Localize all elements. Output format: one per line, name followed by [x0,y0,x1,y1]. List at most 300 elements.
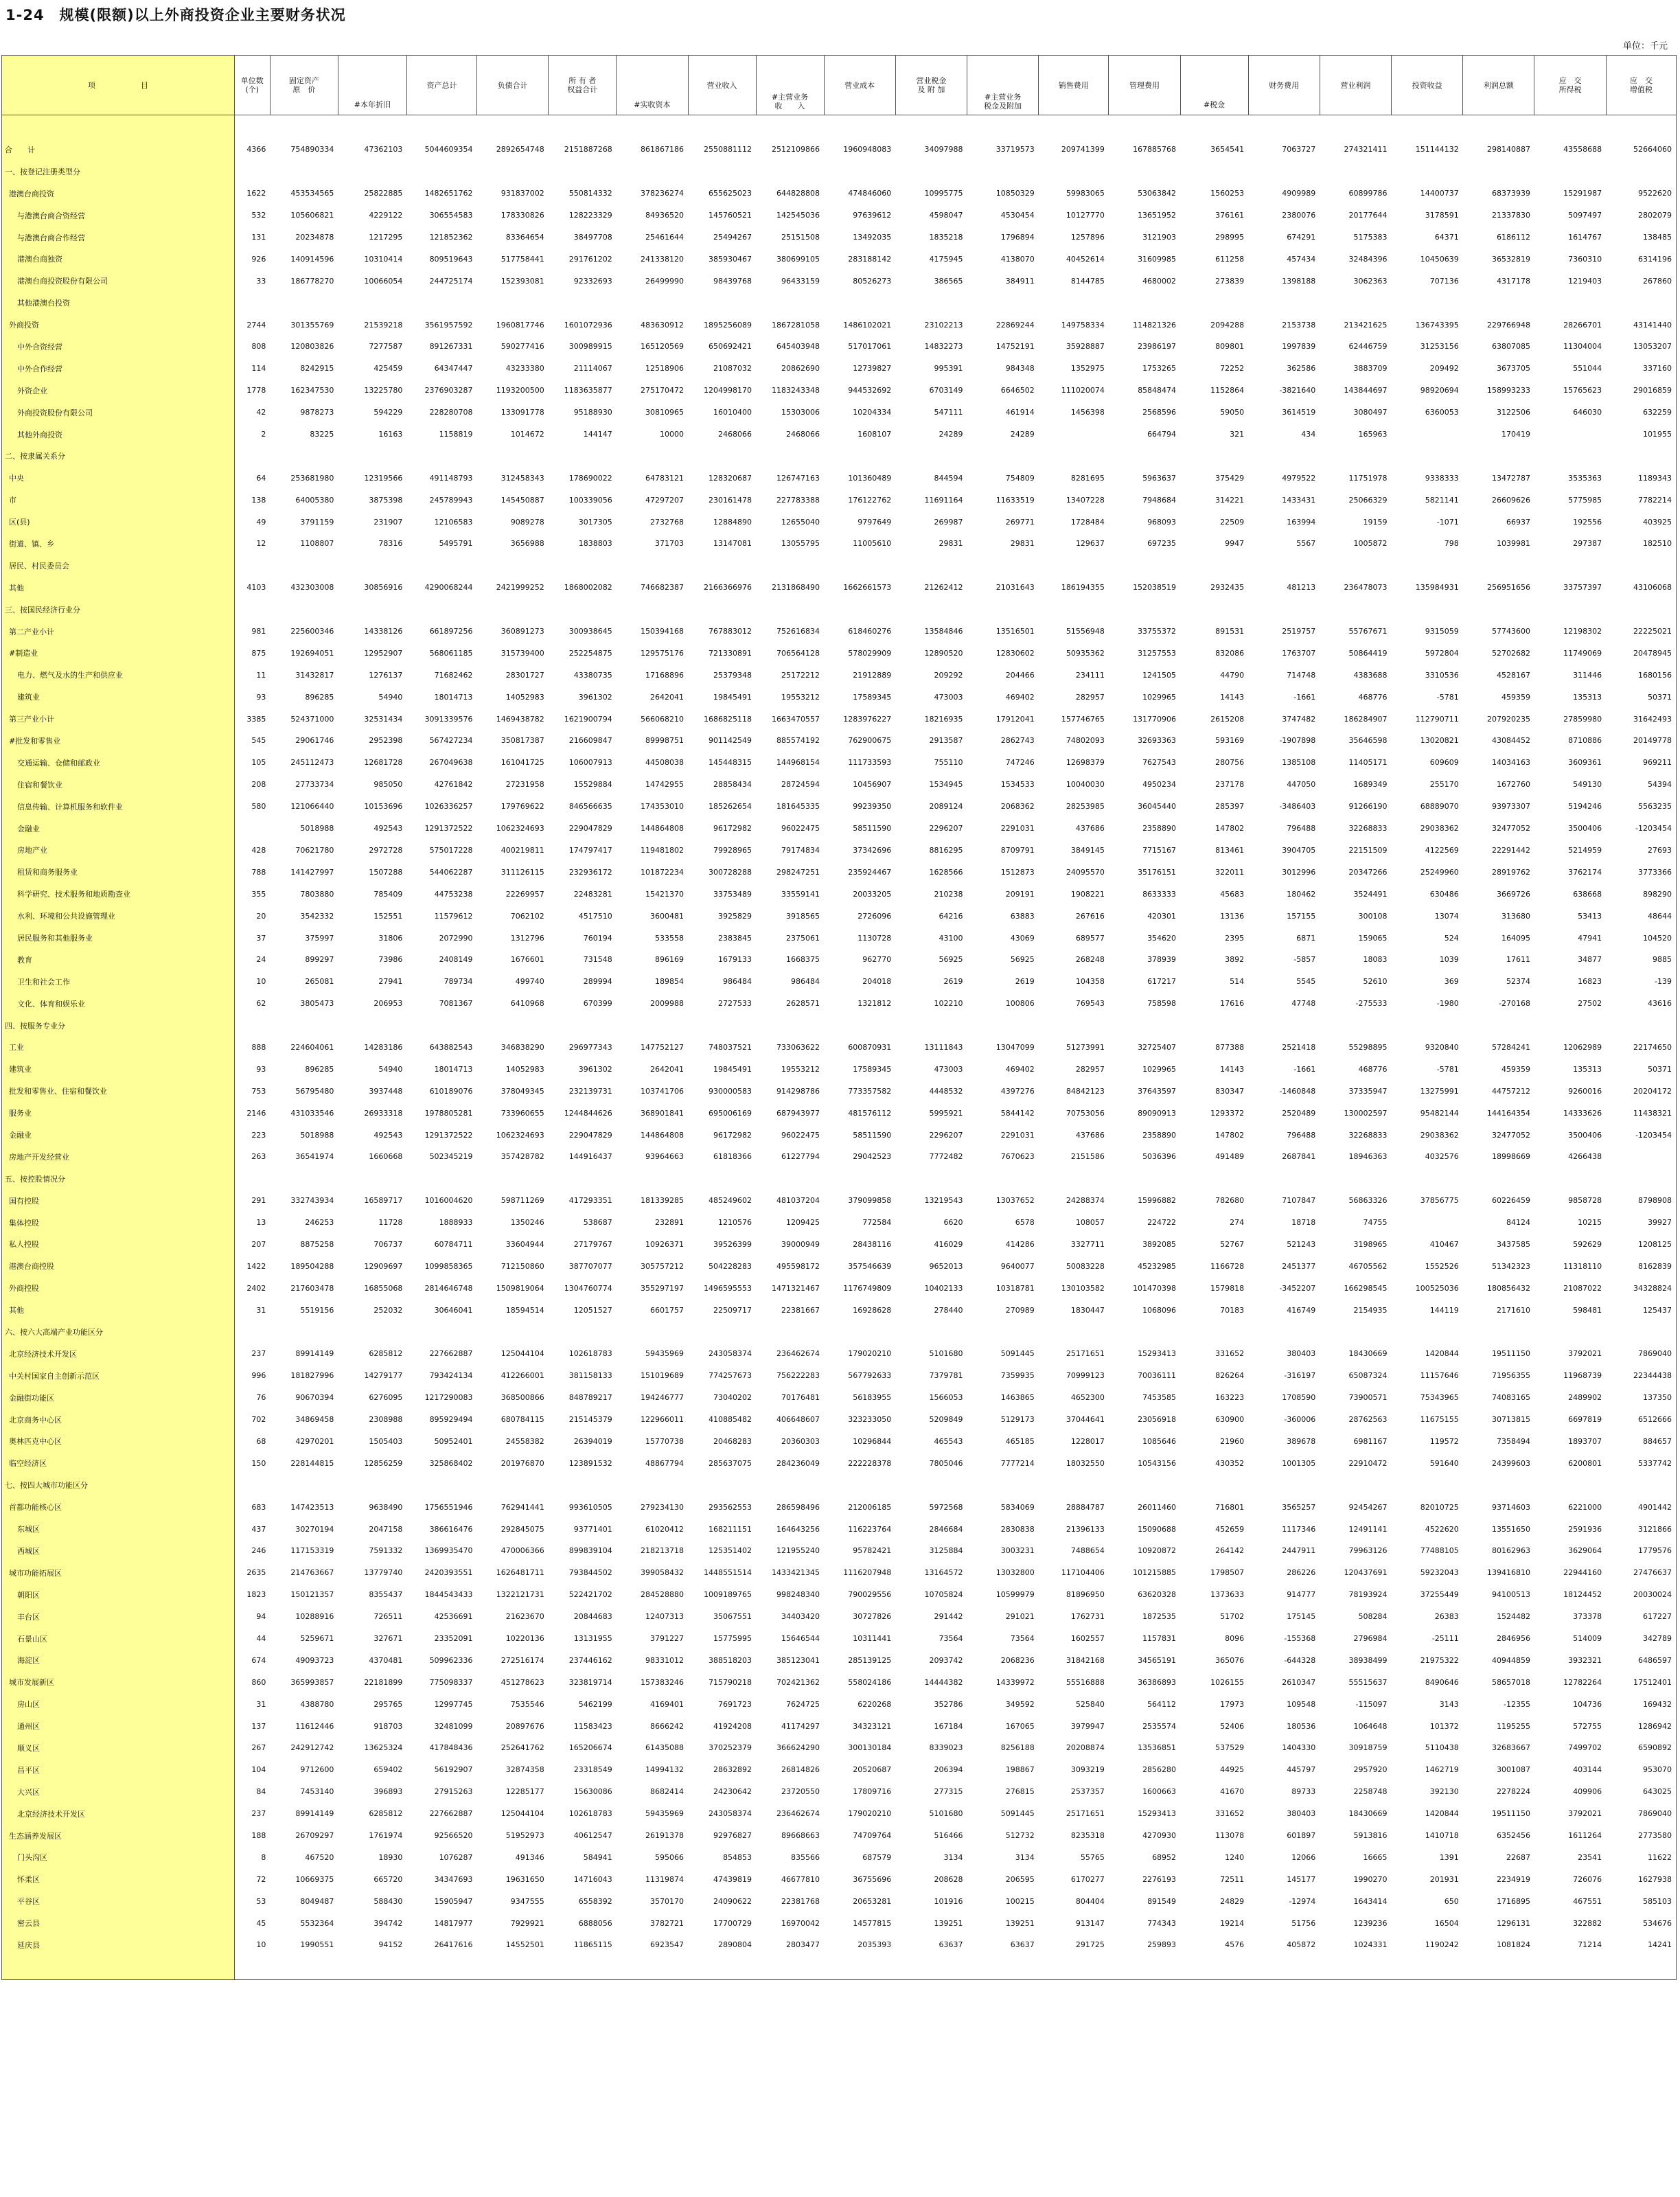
value-cell: 572755 [1573,1721,1602,1731]
header-cell: 营业税金 及 附 加 [895,56,967,115]
value-cell [549,161,617,183]
value-cell: 10 [256,1940,266,1950]
value-cell: 58657018 [1491,1677,1530,1687]
value-cell: 14742955 [645,780,684,790]
value-cell: 284236049 [776,1458,820,1468]
value-cell: 357546639 [848,1261,892,1271]
value-cell: 1081824 [1496,1940,1530,1950]
value-cell: 291761202 [568,254,612,264]
value-cell: 748037521 [709,1042,752,1052]
value-cell: 59232043 [1420,1568,1459,1578]
value-cell: 2276193 [1142,1874,1177,1884]
value-cell: 213421625 [1344,320,1388,330]
table-row [2,1102,1677,1124]
table-row [2,577,1677,599]
value-cell: 15421370 [645,889,684,899]
value-cell: 55765 [1080,1852,1105,1862]
value-cell [1463,1956,1534,1980]
header-cell: 销售费用 [1039,56,1109,115]
value-cell [338,1474,406,1496]
value-cell: 885574192 [776,736,820,746]
value-cell: 14338126 [364,627,403,636]
value-cell: 89914149 [295,1349,334,1359]
value-cell: 3654541 [1210,145,1245,154]
value-cell: 84842123 [1066,1086,1105,1096]
value-cell: 44 [256,1634,266,1643]
value-cell: 37342696 [853,845,892,855]
value-cell: 44757212 [1491,1086,1530,1096]
value-cell: 3747482 [1282,714,1316,724]
value-cell [756,1956,824,1980]
value-cell: 2952398 [369,736,403,746]
value-cell: 2615208 [1210,714,1245,724]
value-cell: 995391 [934,364,963,373]
value-cell: 15303006 [781,408,820,417]
value-cell [1606,555,1676,577]
value-cell: 1404330 [1282,1743,1316,1753]
value-cell: 1872535 [1142,1612,1177,1622]
value-cell: 4290068244 [424,583,473,593]
value-cell: 89914149 [295,1809,334,1819]
value-cell [1320,1474,1391,1496]
value-cell: 8798908 [1606,1190,1676,1212]
value-cell: 94 [256,1612,266,1622]
value-cell: 3961302 [578,1064,612,1074]
value-cell: 2383845 [718,933,752,943]
value-cell: 491489 [1215,1152,1245,1162]
value-cell [1039,424,1109,446]
value-cell: 74709764 [853,1831,892,1841]
value-cell: 206595 [1005,1874,1035,1884]
value-cell: 278440 [934,1305,963,1315]
value-cell: 525840 [1075,1699,1105,1709]
value-cell: 481213 [1287,583,1316,593]
value-cell: 12518906 [645,364,684,373]
value-cell: 1662661573 [843,583,892,593]
value-cell: 13136 [1220,911,1245,921]
value-cell: 1728484 [1070,517,1105,527]
value-cell: 793844502 [568,1568,612,1578]
value-cell: 101360489 [848,473,892,483]
value-cell: 4383688 [1353,670,1388,680]
value-cell: 192694051 [290,648,334,658]
value-cell: 46677810 [781,1874,820,1884]
value-cell: 18594514 [505,1305,544,1315]
value-cell: 29042523 [853,1152,892,1162]
value-cell: 31842168 [1066,1655,1105,1665]
value-cell [688,555,756,577]
value-cell: 29831 [939,539,963,549]
value-cell: 796488 [1287,824,1316,833]
value-cell: 11579612 [434,911,473,921]
value-cell: 1798507 [1210,1568,1245,1578]
value-cell [1463,1474,1534,1496]
value-cell [756,1474,824,1496]
value-cell: 4103 [246,583,266,593]
value-cell: 10220136 [505,1634,544,1643]
value-cell: 31 [256,1699,266,1709]
value-cell: 1997839 [1282,342,1316,352]
value-cell: 4397276 [1000,1086,1035,1096]
value-cell: 1116207948 [843,1568,892,1578]
value-cell: 962770 [862,955,892,965]
value-cell: 3143 [1439,1699,1459,1709]
value-cell: 2489902 [1568,1393,1602,1403]
value-cell: 1276137 [369,670,403,680]
value-cell: 12062989 [1563,1042,1602,1052]
value-cell: 715790218 [709,1677,752,1687]
value-cell [617,292,688,314]
value-cell: 584941 [583,1852,612,1862]
value-cell [477,599,549,621]
value-cell: 101215885 [1133,1568,1177,1578]
value-cell: 147802 [1215,824,1245,833]
value-cell [688,1956,756,1980]
value-cell: 12407313 [645,1612,684,1622]
value-cell [1039,1956,1109,1980]
value-cell: 504228283 [709,1261,752,1271]
value-cell [406,292,476,314]
value-cell: 15770738 [645,1436,684,1446]
value-cell: 643882543 [429,1042,473,1052]
value-cell: -1203454 [1606,1124,1676,1146]
value-cell [895,1956,967,1980]
value-cell: 431033546 [290,1108,334,1118]
value-cell: 1463865 [1000,1393,1035,1403]
value-cell: 1524482 [1496,1612,1530,1622]
value-cell: 2687841 [1282,1152,1316,1162]
value-cell [1039,599,1109,621]
value-cell: 25379348 [713,670,752,680]
value-cell: 8490646 [1425,1677,1459,1687]
value-cell: 164643256 [776,1524,820,1534]
value-cell [1463,1168,1534,1190]
value-cell: 1209425 [786,1218,820,1228]
value-cell: 5129173 [1000,1415,1035,1425]
value-cell: 3327711 [1070,1239,1105,1249]
value-cell [1180,161,1248,183]
value-cell: 650 [1444,1896,1459,1906]
row-label: 文化、体育和娱乐业 [2,993,235,1015]
value-cell: 5175383 [1353,233,1388,242]
value-cell: 298247251 [776,867,820,877]
value-cell: 617227 [1606,1606,1676,1628]
value-cell: 1611264 [1568,1831,1602,1841]
value-cell: 108057 [1075,1218,1105,1228]
value-cell: 28762563 [1348,1415,1388,1425]
value-cell [1109,1321,1180,1343]
value-cell: 877388 [1215,1042,1245,1052]
value-cell: 21539218 [364,320,403,330]
value-cell: 4950234 [1142,780,1177,790]
value-cell: 311126115 [500,867,544,877]
value-cell: 54940 [378,692,403,702]
value-cell: 45 [256,1918,266,1928]
value-cell [1248,161,1320,183]
header-cell: 营业收入 [688,56,756,115]
value-cell: 6697819 [1568,1415,1602,1425]
value-cell: 17589345 [853,1064,892,1074]
value-cell: 178690022 [568,473,612,483]
row-label: 房地产业 [2,840,235,862]
value-cell: 18014713 [434,692,473,702]
value-cell: 137350 [1606,1387,1676,1409]
row-label: 信息传输、计算机服务和软件业 [2,796,235,818]
row-label: 怀柔区 [2,1868,235,1890]
row-label: 外商投资 [2,314,235,336]
value-cell: 27941 [378,977,403,987]
row-label: 其他 [2,1299,235,1321]
value-cell: 43141440 [1606,314,1676,336]
value-cell [270,161,338,183]
value-cell: 3892 [1225,955,1245,965]
table-row [2,993,1677,1015]
value-cell: 1627938 [1606,1868,1676,1890]
value-cell: 144916437 [568,1152,612,1162]
value-cell: 12106583 [434,517,473,527]
value-cell: 138485 [1606,227,1676,249]
value-cell [1320,599,1391,621]
value-cell [477,1015,549,1037]
value-cell: 1686825118 [704,714,752,724]
value-cell: 31253156 [1420,342,1459,352]
value-cell: 1183635877 [564,386,612,395]
value-cell: 1241505 [1142,670,1177,680]
value-cell: 630486 [1429,889,1459,899]
value-cell: -270168 [1498,999,1530,1009]
value-cell: 43069 [1010,933,1035,943]
value-cell [477,555,549,577]
value-cell: 451278623 [500,1677,544,1687]
value-cell: 72511 [1220,1874,1245,1884]
row-label: 与港澳台商合资经营 [2,205,235,227]
value-cell: 267616 [1075,911,1105,921]
value-cell: 327671 [373,1634,403,1643]
table-row [2,1803,1677,1825]
value-cell: 12066 [1291,1852,1316,1862]
value-cell: 2814646748 [424,1283,473,1293]
value-cell [1463,555,1534,577]
value-cell: 592629 [1573,1239,1602,1249]
value-cell [756,1015,824,1037]
value-cell: 1068096 [1142,1305,1177,1315]
value-cell: 71682462 [434,670,473,680]
value-cell: 252254875 [568,648,612,658]
value-cell: 331652 [1215,1809,1245,1819]
value-cell [967,599,1038,621]
value-cell: 403925 [1606,511,1676,533]
value-cell: 12 [256,539,266,549]
value-cell: 60226459 [1491,1196,1530,1206]
value-cell: 170419 [1501,430,1530,439]
row-label: 二、按隶属关系分 [2,445,235,467]
value-cell: 230161478 [709,495,752,505]
value-cell [406,1474,476,1496]
row-label: 大兴区 [2,1781,235,1803]
value-cell: 35646598 [1348,736,1388,746]
value-cell: 123891532 [568,1458,612,1468]
value-cell: 37255449 [1420,1590,1459,1600]
value-cell: 7535546 [510,1699,544,1709]
value-cell: 284528880 [641,1590,684,1600]
value-cell: 1895256089 [704,320,752,330]
value-cell: 796488 [1287,1130,1316,1140]
value-cell: 4576 [1225,1940,1245,1950]
value-cell: 152393081 [500,276,544,286]
value-cell: 291442 [934,1612,963,1622]
value-cell [234,599,270,621]
value-cell: 514 [1230,977,1245,987]
value-cell: 18718 [1291,1218,1316,1228]
value-cell: 721330891 [709,648,752,658]
value-cell: 56863326 [1348,1196,1388,1206]
row-label: 昌平区 [2,1759,235,1781]
value-cell: 102618783 [568,1349,612,1359]
value-cell: 5963637 [1142,473,1177,483]
value-cell: 286598496 [776,1502,820,1512]
value-cell: 276815 [1005,1787,1035,1797]
value-cell: 11319874 [645,1874,684,1884]
value-cell: 630900 [1215,1415,1245,1425]
value-cell: 21396133 [1066,1524,1105,1534]
value-cell: 1158819 [439,430,473,439]
value-cell: 264142 [1215,1546,1245,1556]
value-cell [1109,1015,1180,1037]
value-cell: 7453585 [1142,1393,1177,1403]
value-cell: 29038362 [1420,824,1459,833]
value-cell: 1608107 [858,430,892,439]
unit-label: 单位：千元 [1622,41,1668,51]
value-cell: 252032 [373,1305,403,1315]
value-cell: 6360053 [1425,408,1459,417]
value-cell: 20360303 [781,1436,820,1446]
value-cell: 32481099 [434,1721,473,1731]
value-cell: 1373633 [1210,1590,1245,1600]
value-cell: 2642041 [650,692,684,702]
value-cell: 2089124 [929,802,963,812]
header-cell: 利润总额 [1463,56,1534,115]
value-cell: 2151586 [1070,1152,1105,1162]
table-row [2,1912,1677,1934]
value-cell: 315739400 [500,648,544,658]
value-cell: 5214959 [1568,845,1602,855]
value-cell [895,555,967,577]
value-cell [1534,1474,1606,1496]
value-cell: 236478073 [1344,583,1388,593]
value-cell [1534,599,1606,621]
value-cell: 252641762 [500,1743,544,1753]
value-cell: 370252379 [709,1743,752,1753]
value-cell: 40612547 [573,1831,612,1841]
value-cell [270,555,338,577]
value-cell: 14716043 [573,1874,612,1884]
value-cell: 716801 [1215,1502,1245,1512]
value-cell: 7062102 [510,911,544,921]
value-cell: 2146 [246,1108,266,1118]
table-row [2,861,1677,883]
value-cell: 585103 [1606,1890,1676,1912]
value-cell: 26499990 [645,276,684,286]
value-cell: 84124 [1506,1218,1530,1228]
value-cell [549,599,617,621]
value-cell: 3673705 [1496,364,1530,373]
value-cell: 1756551946 [424,1502,473,1512]
value-cell: 5337742 [1606,1452,1676,1474]
value-cell: 73986 [378,955,403,965]
value-cell: 1228017 [1070,1436,1105,1446]
value-cell: 14143 [1220,1064,1245,1074]
value-cell: 18032550 [1066,1458,1105,1468]
table-row [2,1956,1677,1980]
value-cell: 17809716 [853,1787,892,1797]
value-cell: 714748 [1287,670,1316,680]
value-cell: 159065 [1358,933,1388,943]
value-cell: 10215 [1578,1218,1602,1228]
value-cell: 774257673 [709,1371,752,1381]
value-cell: 687943977 [776,1108,820,1118]
value-cell: 355 [251,889,266,899]
value-cell: 643025 [1606,1781,1676,1803]
value-cell: 1189343 [1606,467,1676,489]
value-cell: 96022475 [781,824,820,833]
value-cell: 1471321467 [772,1283,820,1293]
value-cell: 1779576 [1606,1540,1676,1562]
value-cell: 601897 [1287,1831,1316,1841]
value-cell: 256951656 [1486,583,1530,593]
value-cell: 1219403 [1568,276,1602,286]
value-cell [1534,445,1606,467]
value-cell: 175145 [1287,1612,1316,1622]
value-cell [967,1015,1038,1037]
value-cell: 10995775 [924,189,963,198]
value-cell [1392,424,1463,446]
value-cell: 968093 [1147,517,1177,527]
table-title: 1-24 规模(限额)以上外商投资企业主要财务状况 [5,7,346,23]
row-label: 门头沟区 [2,1846,235,1868]
value-cell: 580 [251,802,266,812]
value-cell: 1600663 [1142,1787,1177,1797]
value-cell: 14400737 [1420,189,1459,198]
value-cell: 89668663 [781,1831,820,1841]
value-cell: 83225 [310,430,334,439]
value-cell: 242912742 [290,1743,334,1753]
value-cell: 366624290 [776,1743,820,1753]
value-cell: 1534945 [929,780,963,790]
value-cell: 234111 [1075,670,1105,680]
value-cell: 18083 [1363,955,1388,965]
table-row [2,774,1677,796]
value-cell: 4522620 [1425,1524,1459,1534]
value-cell: 10153696 [364,802,403,812]
value-cell: 12051527 [573,1305,612,1315]
value-cell: 632259 [1606,402,1676,424]
value-cell: 517758441 [500,254,544,264]
header-cell: 财务费用 [1248,56,1320,115]
value-cell: 13651952 [1138,211,1177,220]
value-cell: 1433431 [1282,495,1316,505]
value-cell: 2519757 [1282,627,1316,636]
value-cell: 452659 [1215,1524,1245,1534]
value-cell: 17611 [1506,955,1530,965]
value-cell: 162347530 [290,386,334,395]
value-cell: 346838290 [500,1042,544,1052]
value-cell: 953070 [1606,1759,1676,1781]
value-cell: 22687 [1506,1852,1530,1862]
value-cell: 3524491 [1353,889,1388,899]
value-cell: 521243 [1287,1239,1316,1249]
value-cell: 368500866 [500,1393,544,1403]
value-cell: 1321812 [858,999,892,1009]
